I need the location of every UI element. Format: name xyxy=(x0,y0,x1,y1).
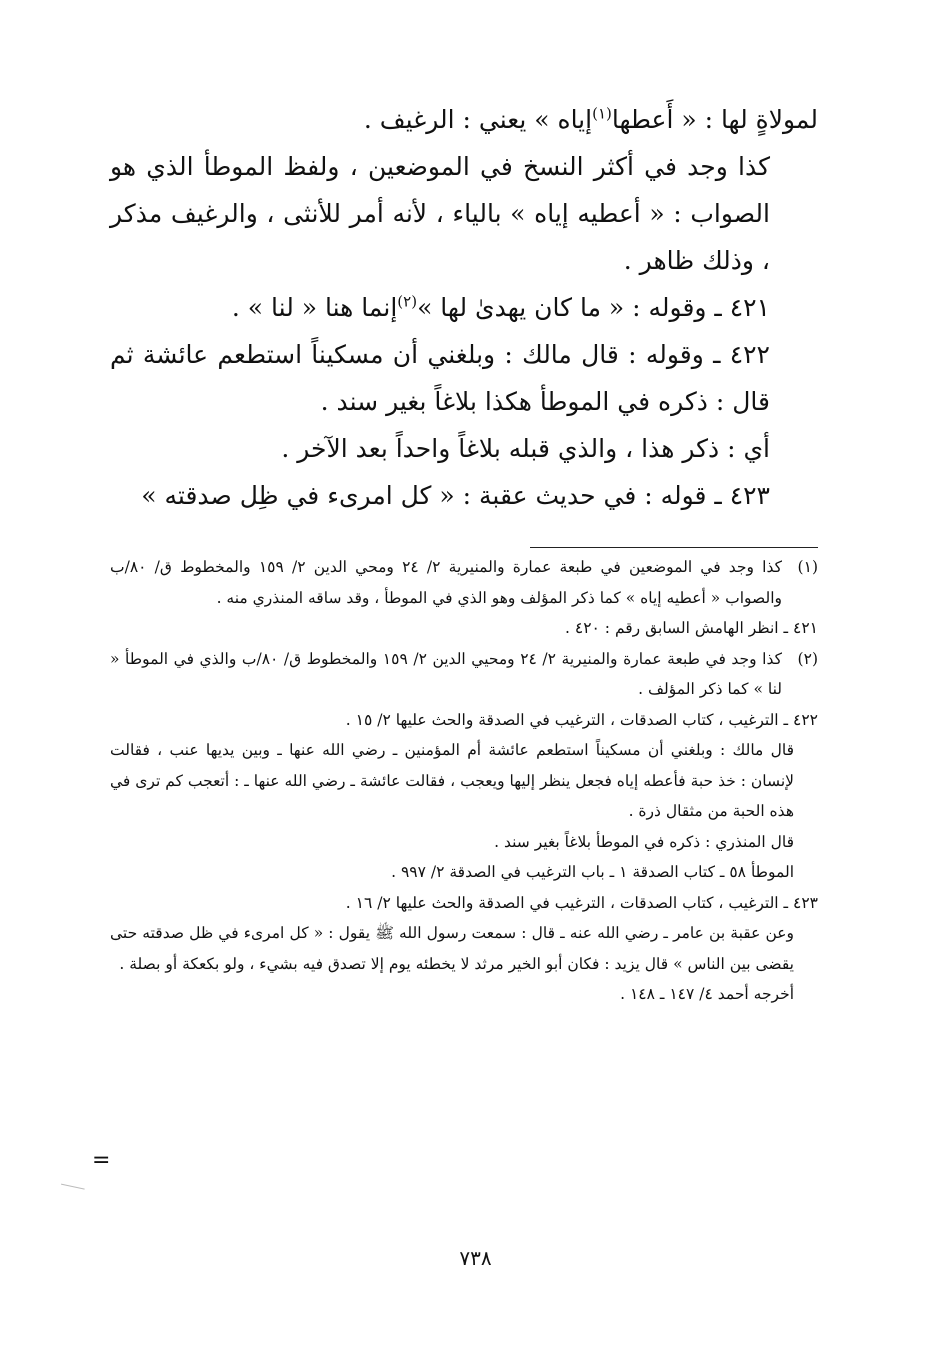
footnote-ref-2: (٢) xyxy=(397,292,418,311)
footnote-2-number: (٢) xyxy=(797,649,818,668)
entry-422-comment: أي : ذكر هذا ، والذي قبله بلاغاً واحداً بعد الآخر . xyxy=(281,434,770,463)
main-line-1 xyxy=(110,96,818,143)
footnote-2-text: كذا وجد في طبعة عمارة والمنيرية ٢/ ٢٤ ومحيي الدين ٢/ ١٥٩ والمخطوط ق/ ٨٠/ب والذي في الموطأ « لنا » كما ذكر المؤلف . xyxy=(110,649,782,698)
entry-423: ٤٢٣ ـ قوله : في حديث عقبة : « كل امرىء في ظِل صدقته » xyxy=(141,481,770,510)
note-422-heading: ٤٢٢ ـ الترغيب ، كتاب الصدقات ، الترغيب في الصدقة والحث عليها ٢/ ١٥ . xyxy=(345,710,818,729)
note-423-heading: ٤٢٣ ـ الترغيب ، كتاب الصدقات ، الترغيب في الصدقة والحث عليها ٢/ ١٦ . xyxy=(345,893,818,912)
page-number: ٧٣٨ xyxy=(459,1246,492,1270)
note-421: ٤٢١ ـ انظر الهامش السابق رقم : ٤٢٠ . xyxy=(565,619,818,637)
entry-422: ٤٢٢ ـ وقوله : قال مالك : وبلغني أن مسكيناً استطعم عائشة ثم قال : ذكره في الموطأ هكذا بلاغاً بغير سند . xyxy=(110,340,770,416)
note-423-text: وعن عقبة بن عامر ـ رضي الله عنه ـ قال : سمعت رسول الله ﷺ يقول : « كل امرىء في ظل صدقته حتى يقضى بين الناس » قال يزيد : فكان أبو الخير مرثد لا يخطئه يوم إلا تصدق فيه بشيء ، ولو بكعكة أو بصلة . xyxy=(110,924,794,973)
entry-421-part-a: ٤٢١ ـ وقوله : « ما كان يهدىٰ لها » xyxy=(417,293,770,322)
footnote-ref-1: (١) xyxy=(592,104,612,123)
stray-mark xyxy=(59,1184,84,1198)
note-422-text: قال مالك : وبلغني أن مسكيناً استطعم عائشة أم المؤمنين ـ رضي الله عنها ـ وبين يديها عنب ، فقالت لإنسان : خذ حبة فأعطه إياه فجعل ينظر إليها ويعجب ، فقالت عائشة ـ رضي الله عنها ـ : أتعجب كم ترى في هذه الحبة من مثقال ذرة . xyxy=(110,741,794,820)
line1-part-b: إياه » يعني : الرغيف . xyxy=(363,105,593,134)
entry-421 xyxy=(110,284,818,331)
entry-421-part-b: إنما هنا « لنا » . xyxy=(231,293,398,322)
main-text xyxy=(110,96,818,519)
line1-part-a: لمولاةٍ لها : « أَعطها xyxy=(611,105,818,134)
note-422-mundhiri: قال المنذري : ذكره في الموطأ بلاغاً بغير سند . xyxy=(494,832,794,851)
paragraph-correction: كذا وجد في أكثر النسخ في الموضعين ، ولفظ الموطأ الذي هو الصواب : « أعطيه إياه » بالياء ، لأنه أمر للأنثى ، والرغيف مذكر ، وذلك ظاهر . xyxy=(110,152,770,275)
footnote-1-number: (١) xyxy=(797,558,818,576)
footnote-1 xyxy=(110,552,818,613)
footnote-2 xyxy=(110,644,818,705)
continuation-mark: = xyxy=(92,1148,111,1173)
note-422-muwatta: الموطأ ٥٨ ـ كتاب الصدقة ١ ـ باب الترغيب في الصدقة ٢/ ٩٩٧ . xyxy=(391,863,794,881)
note-423-ahmad: أخرجه أحمد ٤/ ١٤٧ ـ ١٤٨ . xyxy=(620,985,794,1003)
footnote-separator xyxy=(530,547,818,548)
footnotes xyxy=(110,552,818,1010)
footnote-1-text: كذا وجد في الموضعين في طبعة عمارة والمنيرية ٢/ ٢٤ ومحي الدين ٢/ ١٥٩ والمخطوط ق/ ٨٠/ب والصواب « أعطيه إياه » كما ذكر المؤلف وهو الذي في الموطأ ، وقد ساقه المنذري منه . xyxy=(110,558,783,607)
